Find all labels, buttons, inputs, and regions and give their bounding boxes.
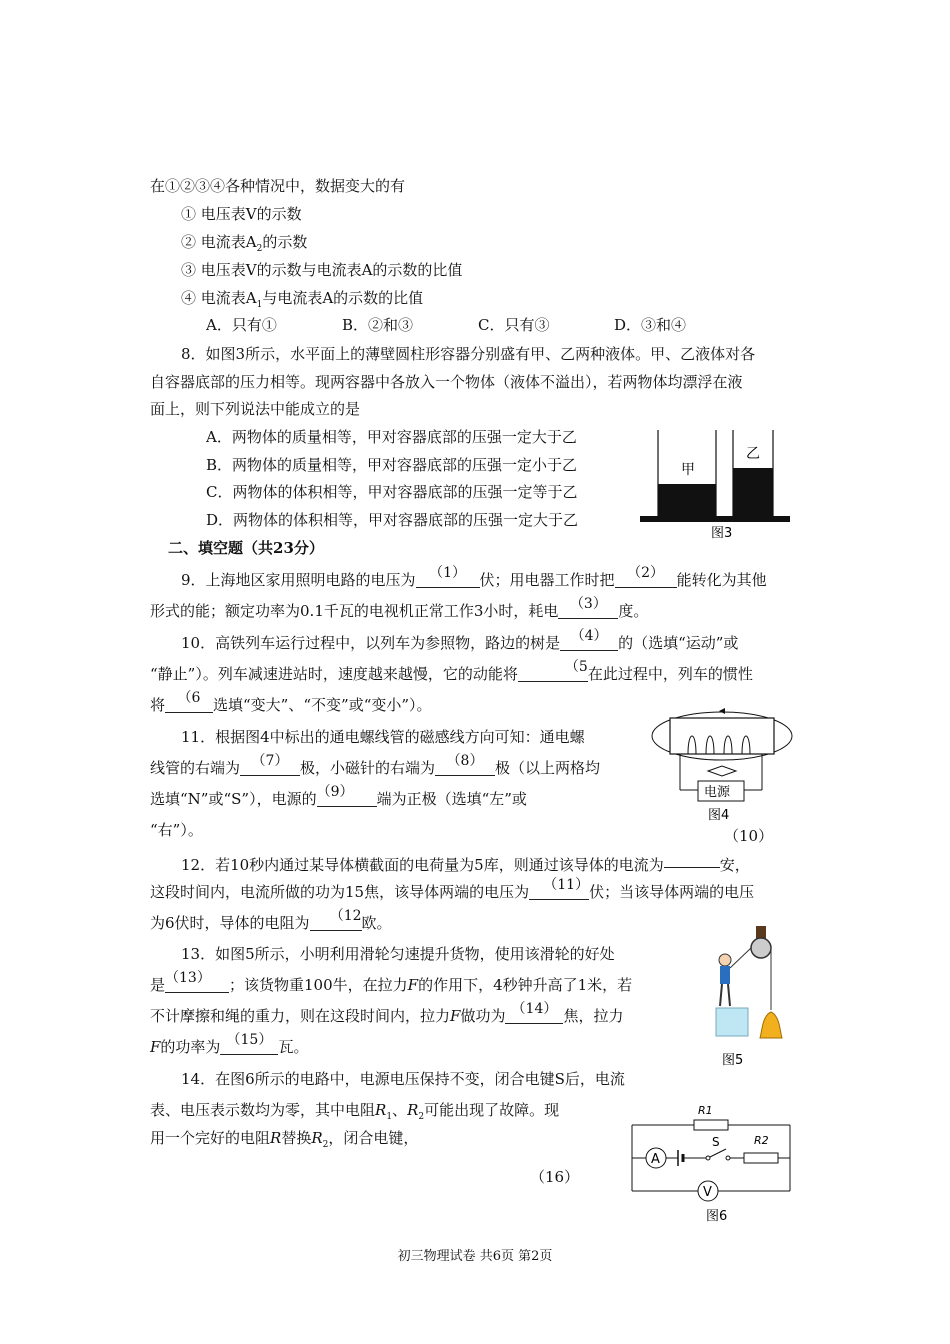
q7-item-3: ③ 电压表V的示数与电流表A的示数的比值 <box>181 261 463 279</box>
q13-line-2: 是（13） ；该货物重100牛，在拉力F的作用下，4秒钟升高了1米，若 <box>150 970 633 994</box>
q12-line-2: 这段时间内，电流所做的功为15焦，该导体两端的电压为 （11）伏；当该导体两端的电压 <box>150 877 755 901</box>
switch-arm <box>710 1149 726 1157</box>
q7-option-c: C．只有③ <box>478 316 550 334</box>
blank-6[interactable]: （6 <box>165 696 213 713</box>
blank-11[interactable]: （11） <box>529 883 589 900</box>
blank-10[interactable]: （10） <box>724 827 774 845</box>
q8-line-3: 面上，则下列说法中能成立的是 <box>150 400 361 418</box>
q10-line-1: 10．高铁列车运行过程中，以列车为参照物，路边的树是 （4） 的（选填“运动”或 <box>181 628 739 652</box>
figure-5 <box>690 924 800 1074</box>
label-r2: R2 <box>754 1134 769 1147</box>
pulley-wheel <box>751 938 771 958</box>
voltmeter-label: V <box>703 1185 712 1200</box>
label-r1: R1 <box>698 1104 713 1117</box>
blank-13[interactable]: （13） <box>165 976 229 993</box>
blank-3[interactable]: （3） <box>558 602 618 619</box>
section-heading: 二、填空题（共23分） <box>168 539 324 557</box>
resistor-r2 <box>744 1153 778 1163</box>
figure-6-caption: 图6 <box>706 1209 728 1224</box>
q7-item-2: ② 电流表$A_2$的示数 <box>181 233 308 254</box>
figure-4-caption: 图4 <box>708 808 730 823</box>
compass-needle <box>708 766 736 776</box>
q8-line-2: 自容器底部的压力相等。现两容器中各放入一个物体（液体不溢出），若两物体均漂浮在液 <box>150 373 743 391</box>
person-head <box>719 954 731 966</box>
page-footer: 初三物理试卷 共6页 第2页 <box>397 1249 553 1264</box>
q7-option-a: A．只有① <box>206 316 277 334</box>
blank-16[interactable]: （16） <box>530 1168 580 1186</box>
resistor-r1 <box>694 1120 728 1130</box>
blank-9[interactable]: （9） <box>317 790 377 807</box>
q7-option-d: D．③和④ <box>614 316 687 334</box>
blank-7[interactable]: （7） <box>240 759 300 776</box>
blank-14[interactable]: （14） <box>505 1007 563 1024</box>
rope-pull <box>730 948 751 968</box>
figure-4 <box>650 700 800 828</box>
solenoid <box>670 718 774 754</box>
platform <box>716 1008 748 1036</box>
blank-2[interactable]: （2） <box>615 571 677 588</box>
liquid-b <box>733 468 773 516</box>
blank-4[interactable]: （4） <box>560 634 618 651</box>
q7-option-b: B．②和③ <box>342 316 414 334</box>
figure-3 <box>636 428 796 544</box>
person-leg-left <box>720 984 722 1006</box>
blank-10-line[interactable] <box>664 851 720 868</box>
blank-5[interactable]: （5 <box>518 665 588 682</box>
person-body <box>720 966 730 984</box>
liquid-a <box>658 484 716 516</box>
q7-item-1: ① 电压表V的示数 <box>181 205 302 223</box>
ammeter-label: A <box>651 1152 660 1167</box>
q7-item-4: ④ 电流表$A_1$与电流表A的示数的比值 <box>181 289 424 310</box>
switch-contact-right <box>726 1156 730 1160</box>
blank-8[interactable]: （8） <box>435 759 495 776</box>
q14-line-3: 用一个完好的电阻R替换$R_2$，闭合电键， <box>150 1129 419 1150</box>
person-leg-right <box>728 984 730 1006</box>
q11-line-4: “右”）。 <box>150 821 203 839</box>
q11-line-3: 选填“N”或“S”），电源的（9） 端为正极（选填“左”或 <box>150 784 527 808</box>
q14-line-1: 14．在图6所示的电路中，电源电压保持不变，闭合电键S后，电流 <box>181 1070 625 1088</box>
q13-line-3: 不计摩擦和绳的重力，则在这段时间内，拉力F做功为 （14） 焦，拉力 <box>150 1001 624 1025</box>
blank-1[interactable]: （1） <box>416 571 480 588</box>
q9-line-1: 9．上海地区家用照明电路的电压为 （1） 伏；用电器工作时把 （2） 能转化为其他 <box>181 565 767 589</box>
q10-line-3: 将 （6 选填“变大”、“不变”或“变小”）。 <box>150 690 432 714</box>
q8-line-1: 8．如图3所示，水平面上的薄壁圆柱形容器分别盛有甲、乙两种液体。甲、乙液体对各 <box>181 345 756 363</box>
q13-line-1: 13．如图5所示，小明利用滑轮匀速提升货物，使用该滑轮的好处 <box>181 945 615 963</box>
figure-6 <box>626 1100 796 1224</box>
q10-line-2: “静止”）。列车减速进站时，速度越来越慢，它的动能将 （5在此过程中，列车的惯性 <box>150 659 753 683</box>
q8-option-a: A．两物体的质量相等，甲对容器底部的压强一定大于乙 <box>206 428 577 446</box>
q7-stem: 在①②③④各种情况中，数据变大的有 <box>150 177 406 195</box>
load-weight <box>760 1012 782 1038</box>
q13-line-4: F的功率为 （15） 瓦。 <box>150 1032 309 1056</box>
label-b: 乙 <box>746 446 760 462</box>
q9-line-2: 形式的能；额定功率为0.1千瓦的电视机正常工作3小时，耗电 （3） 度。 <box>150 596 649 620</box>
label-a: 甲 <box>681 462 695 478</box>
switch-contact-left <box>706 1156 710 1160</box>
q12-line-1: 12．若10秒内通过某导体横截面的电荷量为5库，则通过该导体的电流为 安， <box>181 851 750 875</box>
q8-option-b: B．两物体的质量相等，甲对容器底部的压强一定小于乙 <box>206 456 578 474</box>
switch-label: S <box>712 1135 720 1149</box>
figure-5-caption: 图5 <box>722 1053 744 1068</box>
q8-option-c: C．两物体的体积相等，甲对容器底部的压强一定等于乙 <box>206 483 578 501</box>
q11-line-1: 11．根据图4中标出的通电螺线管的磁感线方向可知：通电螺 <box>181 728 585 746</box>
q12-line-3: 为6伏时，导体的电阻为 （12欧。 <box>150 908 392 932</box>
power-source-label: 电源 <box>704 785 731 800</box>
q8-option-d: D．两物体的体积相等，甲对容器底部的压强一定大于乙 <box>206 511 579 529</box>
blank-15[interactable]: （15） <box>220 1038 278 1055</box>
figure-3-caption: 图3 <box>711 526 733 541</box>
blank-12[interactable]: （12 <box>310 914 362 931</box>
q11-line-2: 线管的右端为 （7） 极，小磁针的右端为 （8） 极（以上两格均 <box>150 753 601 777</box>
table-surface <box>640 516 790 522</box>
field-arrow <box>719 708 725 714</box>
q14-line-2: 表、电压表示数均为零，其中电阻$R_1$、$R_2$可能出现了故障。现 <box>150 1101 560 1122</box>
